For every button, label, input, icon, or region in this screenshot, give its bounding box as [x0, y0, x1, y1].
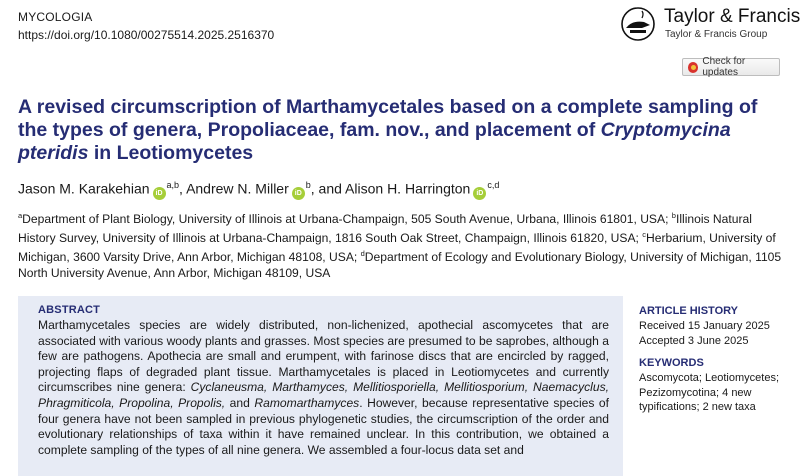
author-separator: , and	[310, 180, 346, 197]
abstract-p3: . However, because representative species of four genera have not been sampled in previous phylogenetic studies, the circumscription of the order and evolutionary relationships of taxa within it have remained unclear. In this contribution, we obtained a complete sampling of the types of all nine genera. We assembled a four-locus data set and	[38, 395, 609, 457]
publisher-name: Taylor & Francis	[664, 6, 800, 27]
abstract-heading: ABSTRACT	[38, 304, 101, 316]
abstract-p1: Marthamycetales species are widely distributed, non-lichenized, apothecial ascomycetes that are associated with various woody plants and grasses. Most species are presumed to be saprobes, although a few are pathogens. Apothecia are small and erumpent, with farinose discs that are encircled by ragged, projecting flaps of degraded plant tissue. Marthamycetales is placed in Leotiomycetes and currently circumscribes nine genera:	[38, 318, 609, 395]
orcid-icon[interactable]: iD	[292, 187, 305, 200]
title-italic: Cryptomycina pteridis	[18, 119, 731, 164]
affil-sup: a	[18, 211, 23, 220]
publisher-group: Taylor & Francis Group	[665, 29, 768, 40]
keywords-line: Ascomycota; Leotiomycetes;	[639, 372, 780, 384]
title-main: A revised circumscription of Marthamycetales based on a complete sampling of the types of genera, Propoliaceae, fam. nov., and placement of	[18, 96, 758, 141]
affil-text: Department of Ecology and Evolutionary Biology, University of Michigan, 1105 North University Avenue, Ann Arbor, Michigan 48109, USA	[18, 250, 782, 281]
abstract-box	[18, 296, 623, 476]
doi-link[interactable]: https://doi.org/10.1080/00275514.2025.2516370	[18, 28, 275, 42]
accepted-date: Accepted 3 June 2025	[639, 334, 749, 347]
author-affil-sup: b	[305, 180, 311, 190]
author-affil-sup: c,d	[487, 180, 500, 190]
author-affil-sup: a,b	[166, 180, 180, 190]
affil-sup: d	[360, 249, 365, 259]
crossmark-icon	[688, 62, 698, 73]
article-title	[18, 96, 788, 165]
abstract-genera: Cyclaneusma, Marthamyces, Mellitiosporiella, Mellitiosporium, Naemacyclus, Phragmiticola, Propolina, Propolis,	[38, 380, 609, 410]
affil-text: Department of Plant Biology, University of Illinois at Urbana-Champaign, 505 South Avenue, Urbana, Illinois 61801, USA;	[22, 212, 672, 227]
author-name[interactable]: Jason M. Karakehian	[18, 180, 150, 197]
author-list	[18, 180, 499, 200]
check-for-updates-label: Check for updates	[702, 56, 746, 78]
affil-text: Illinois Natural History Survey, University of Illinois at Urbana-Champaign, 1816 South Oak Street, Champaign, Illinois 61820, USA;	[18, 212, 752, 246]
publisher-logo[interactable]	[618, 4, 800, 44]
history-heading: ARTICLE HISTORY	[639, 305, 739, 317]
title-end: in Leotiomycetes	[88, 142, 254, 164]
author-name[interactable]: Alison H. Harrington	[345, 180, 471, 197]
keywords-heading: KEYWORDS	[639, 357, 704, 369]
article-history	[639, 305, 789, 348]
affil-text: Herbarium, University of Michigan, 3600 Varsity Drive, Ann Arbor, Michigan 48108, USA;	[18, 231, 776, 265]
keywords	[639, 357, 789, 415]
affiliations	[18, 208, 788, 281]
journal-name: MYCOLOGIA	[18, 10, 93, 24]
keywords-line: Pezizomycotina; 4 new	[639, 386, 752, 399]
abstract-p2: and	[225, 395, 255, 410]
author-separator: ,	[179, 180, 187, 197]
abstract-text	[38, 318, 609, 458]
check-for-updates-button[interactable]	[682, 58, 780, 76]
affil-sup: b	[671, 211, 676, 220]
orcid-icon[interactable]: iD	[473, 187, 486, 200]
lamp-icon	[618, 6, 658, 42]
author-name[interactable]: Andrew N. Miller	[186, 180, 289, 197]
received-date: Received 15 January 2025	[639, 320, 770, 332]
keywords-line: typifications; 2 new taxa	[639, 401, 756, 413]
abstract-genus-last: Ramomarthamyces	[254, 395, 360, 410]
orcid-icon[interactable]: iD	[153, 187, 166, 200]
affil-sup: c	[642, 230, 646, 240]
